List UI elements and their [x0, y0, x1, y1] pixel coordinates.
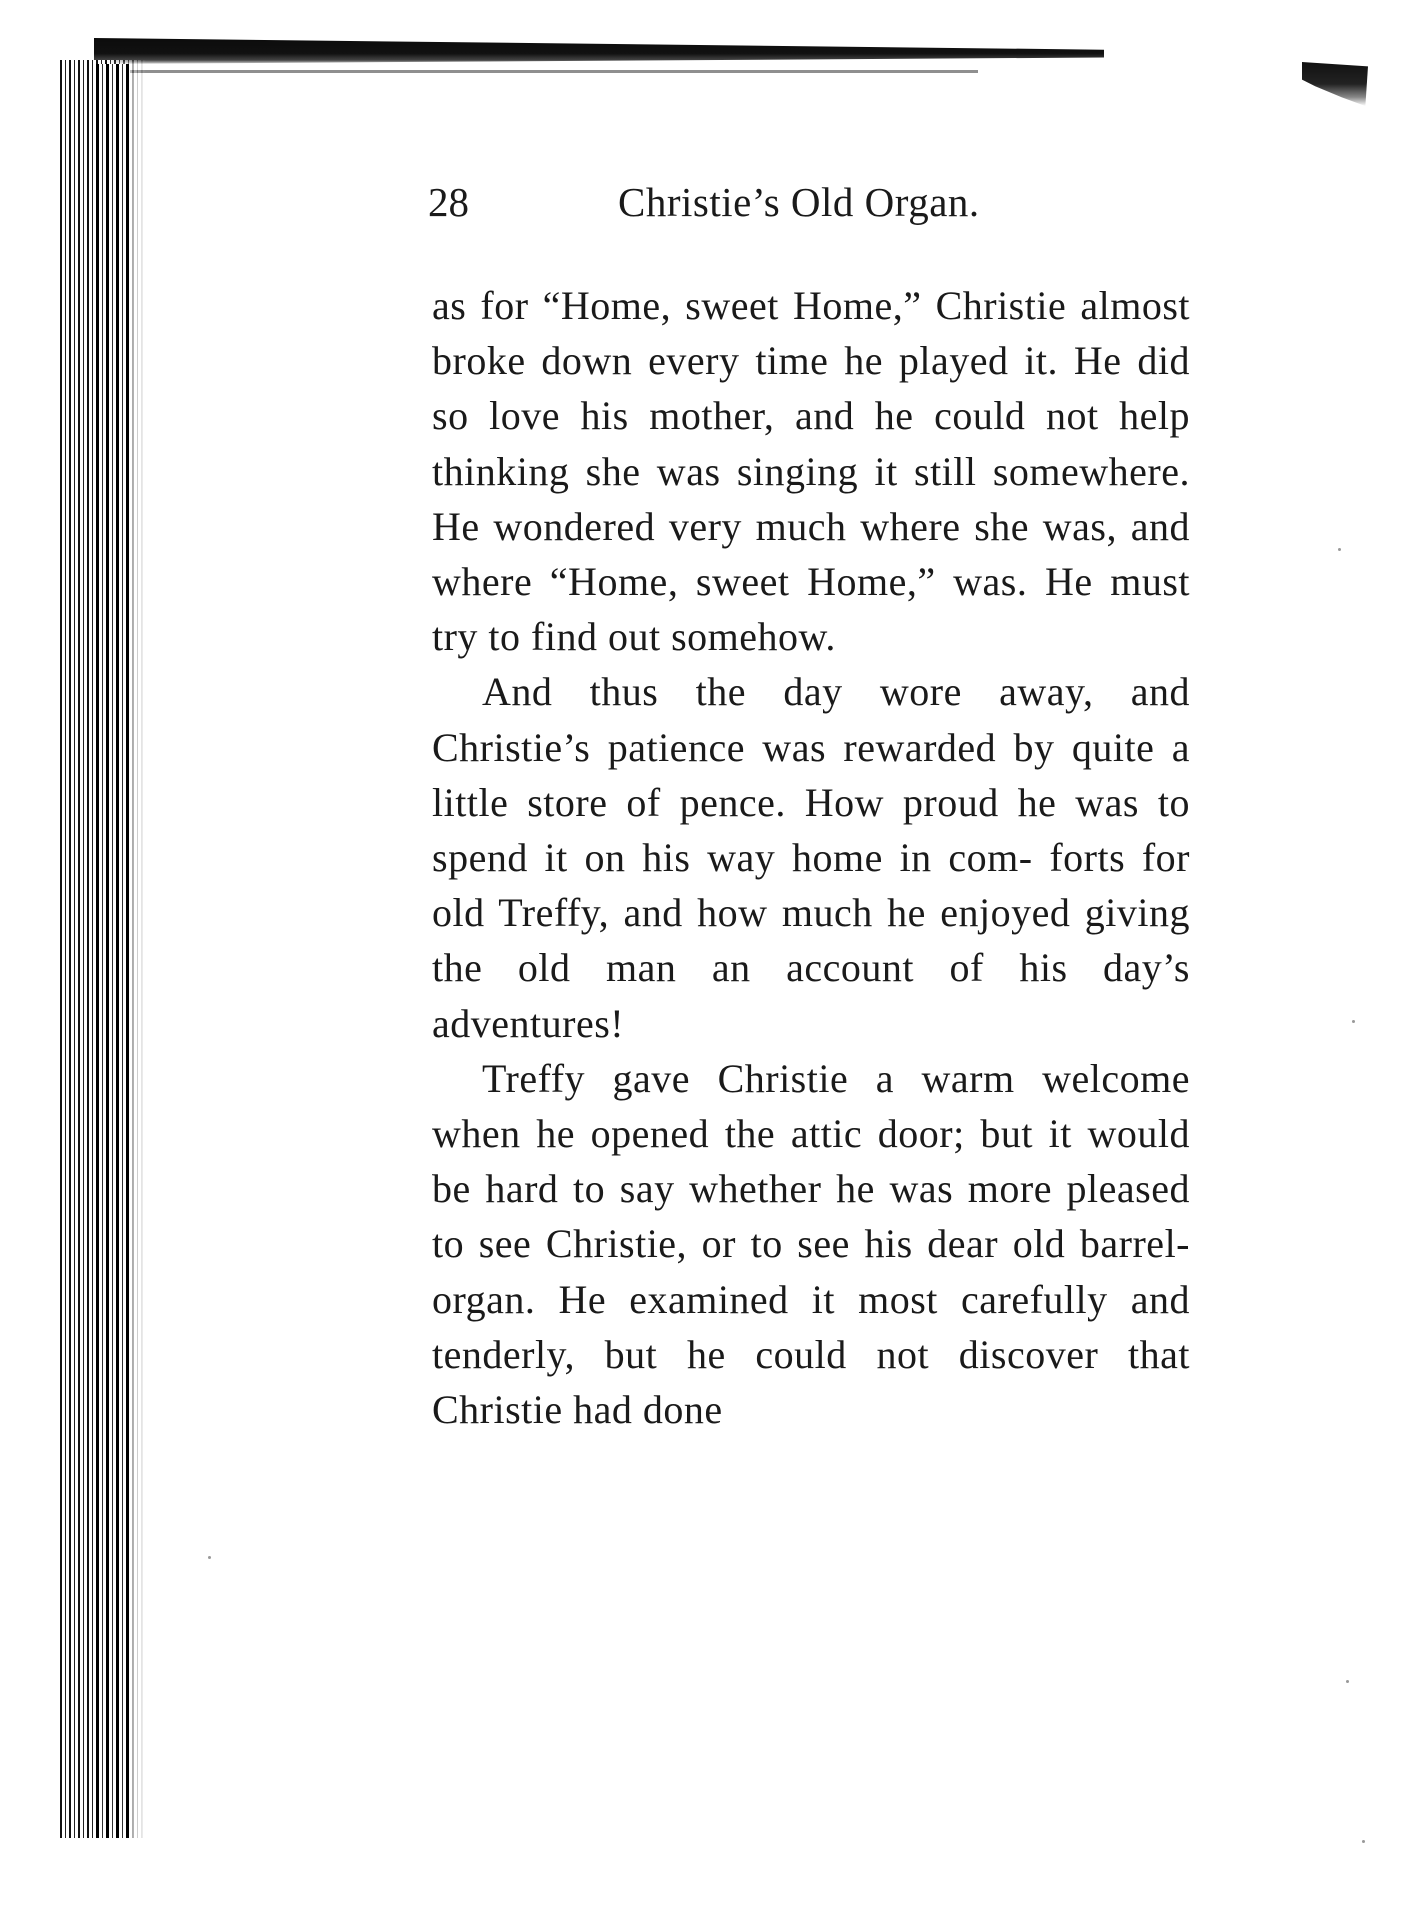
- scan-speck: [1362, 1840, 1365, 1843]
- page-header: [428, 172, 1068, 232]
- paragraph: And thus the day wore away, and Christie’s patience was rewarded by quite a little store of pence. How proud he was to spend it on his way home in com- forts for old Treffy, and how much he enjoyed giving the old man an account of his day’s adventures!: [432, 669, 1190, 1046]
- scan-left-binding-lines: [96, 64, 130, 1838]
- scan-speck: [1338, 548, 1341, 551]
- paragraph: Treffy gave Christie a warm welcome when he opened the attic door; but it would be hard to say whether he was more pleased to see Christie, or to see his dear old barrel-organ. He examined it most carefully and tenderly, but he could not discover that Christie had done: [432, 1055, 1190, 1433]
- running-title: Christie’s Old Organ.: [618, 179, 980, 225]
- scan-top-edge-bar: [94, 38, 1104, 64]
- scan-top-thin-line: [118, 70, 978, 73]
- paragraph: as for “Home, sweet Home,” Christie almost broke down every time he played it. He did so love his mother, and he could not help thinking she was singing it still somewhere. He wondered very much where she was, and where “Home, sweet Home,” was. He must try to find out somehow.: [432, 283, 1190, 660]
- scan-speck: [1352, 1020, 1355, 1023]
- page-number: 28: [428, 179, 469, 225]
- scan-corner-mark: [1302, 62, 1368, 106]
- scan-speck: [208, 1556, 211, 1559]
- scan-speck: [1346, 1680, 1349, 1683]
- body-text: [432, 278, 1190, 1437]
